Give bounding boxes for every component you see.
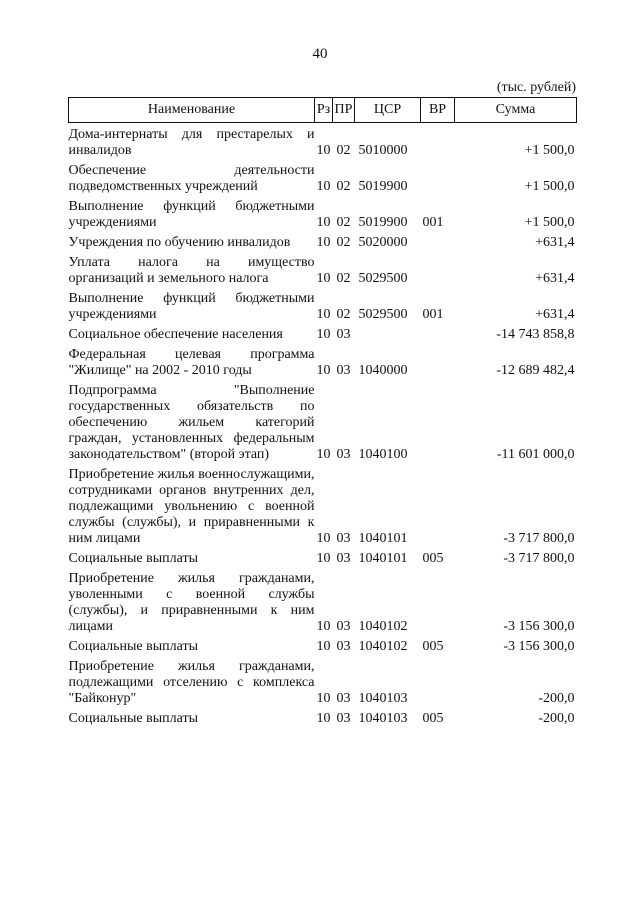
cell-name: Социальные выплаты [68,711,199,726]
cell-rz: 10 [316,639,331,654]
cell-name: Выполнение функций бюджетными учреждениями [68,291,315,322]
cell-name: Учреждения по обучению инвалидов [68,235,291,250]
cell-name: Приобретение жилья военнослужащими, сотрудниками органов внутренних дел, подлежащими увольнению с военной службы (службы), и приравненными к ним лицами [68,467,315,546]
cell-vr [421,655,455,707]
table-row [69,159,577,195]
cell-vr [421,123,455,160]
table-row [69,195,577,231]
table-row [69,635,577,655]
cell-name: Социальные выплаты [68,639,199,654]
cell-sum: +1 500,0 [524,215,575,230]
page-number: 40 [312,46,328,62]
cell-sum: +1 500,0 [524,143,575,158]
cell-vr: 001 [422,307,444,322]
cell-pr: 03 [336,711,351,726]
cell-vr [421,323,455,343]
column-header-name: Наименование [69,98,315,123]
cell-rz: 10 [316,179,331,194]
column-header-csr: ЦСР [355,98,421,123]
cell-rz: 10 [316,551,331,566]
cell-sum: -12 689 482,4 [496,363,575,378]
table-row [69,463,577,547]
cell-pr: 03 [336,639,351,654]
cell-pr: 02 [336,307,351,322]
cell-rz: 10 [316,327,331,342]
cell-csr: 1040100 [358,447,408,462]
cell-sum: +631,4 [535,307,575,322]
table-body [69,123,577,728]
cell-vr: 001 [422,215,444,230]
cell-sum: -3 717 800,0 [503,531,575,546]
cell-sum: -200,0 [538,691,575,706]
cell-sum: -3 717 800,0 [503,551,575,566]
cell-vr: 005 [422,551,444,566]
cell-vr: 005 [422,639,444,654]
cell-sum: +1 500,0 [524,179,575,194]
cell-pr: 02 [336,235,351,250]
cell-rz: 10 [316,235,331,250]
table-row [69,251,577,287]
table-row [69,343,577,379]
cell-sum: +631,4 [535,271,575,286]
cell-rz: 10 [316,143,331,158]
cell-pr: 03 [336,619,351,634]
cell-rz: 10 [316,271,331,286]
column-header-pr: ПР [333,98,355,123]
cell-rz: 10 [316,447,331,462]
cell-vr [421,159,455,195]
table-row [69,567,577,635]
cell-csr: 1040102 [358,639,408,654]
table-row [69,323,577,343]
cell-sum: -14 743 858,8 [496,327,575,342]
cell-sum: -3 156 300,0 [503,639,575,654]
table-row [69,231,577,251]
cell-pr: 03 [336,447,351,462]
cell-csr: 1040101 [358,551,408,566]
cell-csr: 1040101 [358,531,408,546]
cell-rz: 10 [316,619,331,634]
budget-table [68,97,577,727]
cell-name: Социальные выплаты [68,551,199,566]
cell-csr: 5029500 [358,271,408,286]
cell-pr: 03 [336,531,351,546]
units-label: (тыс. рублей) [496,80,576,95]
cell-csr: 5020000 [358,235,408,250]
cell-name: Социальное обеспечение населения [68,327,283,342]
column-header-vr: ВР [421,98,455,123]
cell-rz: 10 [316,307,331,322]
cell-pr: 03 [336,691,351,706]
cell-pr: 02 [336,143,351,158]
cell-pr: 03 [336,551,351,566]
cell-sum: -3 156 300,0 [503,619,575,634]
cell-name: Выполнение функций бюджетными учреждениями [68,199,315,230]
cell-pr: 02 [336,179,351,194]
cell-csr: 5029500 [358,307,408,322]
table-row [69,655,577,707]
cell-sum: -11 601 000,0 [496,447,575,462]
cell-sum: +631,4 [535,235,575,250]
cell-pr: 02 [336,271,351,286]
cell-csr: 1040102 [358,619,408,634]
cell-csr: 5019900 [358,215,408,230]
cell-vr [421,379,455,463]
cell-name: Дома-интернаты для престарелых и инвалидов [68,127,315,158]
cell-name: Подпрограмма "Выполнение государственных обязательств по обеспечению жильем категорий граждан, установленных федеральным законодательством" (второй этап) [68,383,315,462]
table-row [69,547,577,567]
table-row [69,123,577,160]
cell-name: Приобретение жилья гражданами, уволенными с военной службы (службы), и приравненными к ним лицами [68,571,315,634]
cell-rz: 10 [316,691,331,706]
table-row [69,287,577,323]
cell-vr [421,251,455,287]
cell-rz: 10 [316,531,331,546]
cell-vr [421,343,455,379]
column-header-sum: Сумма [455,98,577,123]
cell-vr [421,567,455,635]
cell-pr: 02 [336,215,351,230]
cell-pr: 03 [336,363,351,378]
cell-csr: 1040103 [358,691,408,706]
cell-name: Обеспечение деятельности подведомственных учреждений [68,163,315,194]
cell-name: Уплата налога на имущество организаций и земельного налога [68,255,315,286]
cell-csr: 1040000 [358,363,408,378]
cell-csr: 1040103 [358,711,408,726]
cell-sum: -200,0 [538,711,575,726]
cell-vr: 005 [422,711,444,726]
cell-csr [355,323,421,343]
cell-vr [421,463,455,547]
cell-csr: 5019900 [358,179,408,194]
cell-rz: 10 [316,363,331,378]
table-row [69,707,577,727]
table-header [69,98,577,123]
cell-csr: 5010000 [358,143,408,158]
cell-name: Приобретение жилья гражданами, подлежащими отселению с комплекса "Байконур" [68,659,315,706]
cell-pr: 03 [336,327,351,342]
cell-name: Федеральная целевая программа "Жилище" на 2002 - 2010 годы [68,347,315,378]
cell-vr [421,231,455,251]
cell-rz: 10 [316,215,331,230]
cell-rz: 10 [316,711,331,726]
table-row [69,379,577,463]
column-header-rz: Рз [315,98,333,123]
